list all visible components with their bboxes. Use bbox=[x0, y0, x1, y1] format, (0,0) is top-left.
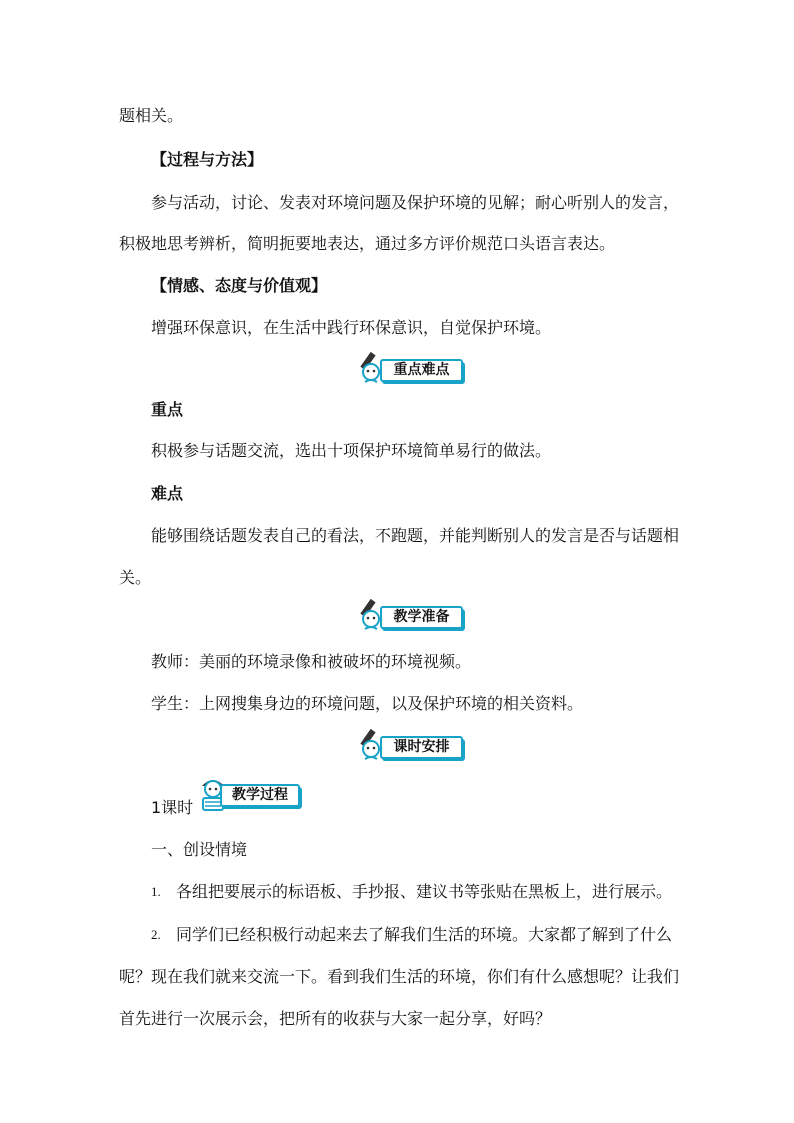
section-badge-schedule bbox=[355, 727, 467, 763]
badge-label: 课时安排 bbox=[380, 736, 463, 759]
paragraph-line: 积极地思考辨析，简明扼要地表达，通过多方评价规范口头语言表达。 bbox=[119, 234, 616, 253]
list-number: 2. bbox=[151, 927, 161, 942]
badge-label: 教学过程 bbox=[220, 784, 300, 807]
badge-label: 重点难点 bbox=[380, 359, 463, 382]
section-badge-preparation bbox=[355, 597, 467, 633]
period-text: 1课时 bbox=[151, 798, 194, 817]
step-heading: 一、创设情境 bbox=[151, 840, 248, 859]
paragraph-line: 能够围绕话题发表自己的看法，不跑题，并能判断别人的发言是否与话题相 bbox=[151, 526, 680, 545]
paragraph-line: 学生：上网搜集身边的环境问题，以及保护环境的相关资料。 bbox=[151, 694, 584, 713]
list-number: 1. bbox=[151, 884, 161, 899]
label-key: 重点 bbox=[151, 400, 184, 419]
paragraph-line: 教师：美丽的环境录像和被破坏的环境视频。 bbox=[151, 652, 472, 671]
paragraph-line: 关。 bbox=[119, 568, 152, 587]
paragraph-line: 增强环保意识，在生活中践行环保意识，自觉保护环境。 bbox=[151, 318, 552, 337]
paragraph-line: 呢？现在我们就来交流一下。看到我们生活的环境，你们有什么感想呢？让我们 bbox=[119, 967, 680, 986]
list-item: 各组把要展示的标语板、手抄报、建议书等张贴在黑板上，进行展示。 bbox=[176, 882, 673, 901]
section-badge-process bbox=[196, 774, 306, 812]
section-heading-emotion: 【情感、态度与价值观】 bbox=[151, 276, 328, 295]
section-heading-process: 【过程与方法】 bbox=[151, 150, 264, 169]
badge-label: 教学准备 bbox=[380, 606, 463, 629]
paragraph-line: 题相关。 bbox=[119, 106, 184, 125]
label-difficulty: 难点 bbox=[151, 484, 184, 503]
list-item: 同学们已经积极行动起来去了解我们生活的环境。大家都了解到了什么 bbox=[176, 925, 673, 944]
paragraph-line: 积极参与话题交流，选出十项保护环境简单易行的做法。 bbox=[151, 441, 552, 460]
section-badge-key-difficult bbox=[355, 350, 467, 386]
paragraph-line: 首先进行一次展示会，把所有的收获与大家一起分享，好吗？ bbox=[119, 1009, 552, 1028]
paragraph-line: 参与活动，讨论、发表对环境问题及保护环境的见解；耐心听别人的发言， bbox=[151, 193, 680, 212]
